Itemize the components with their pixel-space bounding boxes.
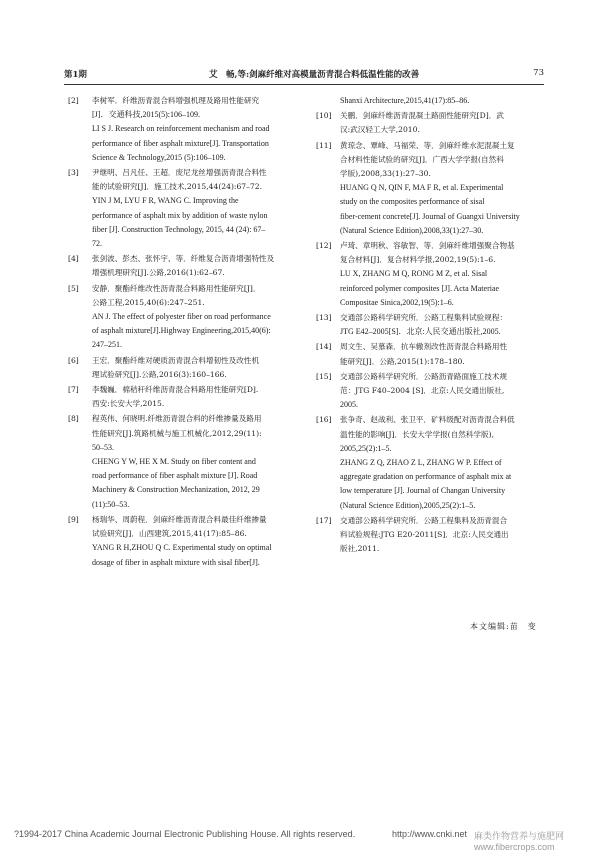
reference-line: HUANG Q N, QIN F, MA F R, et al. Experimental: [340, 183, 504, 193]
header-rule: [64, 84, 544, 85]
watermark: 麻类作物营养与施肥网 www.fibercrops.com: [474, 831, 565, 852]
reference-entry: [64, 383, 296, 411]
reference-line: 能研究[J]．公路,2015(1):178–180.: [340, 356, 465, 366]
reference-number: [5]: [68, 283, 79, 293]
reference-line: 张剑波、彭杰、张怀宇、等．纤维复合沥青增强特性及: [92, 254, 275, 264]
reference-line: 汉:武汉轻工大学,2010.: [340, 125, 420, 135]
reference-entry: [64, 282, 296, 353]
reference-number: [3]: [68, 168, 79, 178]
reference-line: study on the composites performance of sisal: [340, 197, 485, 207]
issue-label: 第1期: [64, 70, 87, 80]
reference-line: 周文生、吴慕森．抗车辙剂改性沥青混合料路用性: [340, 342, 508, 352]
reference-line: YANG R H,ZHOU Q C. Experimental study on optimal: [92, 543, 272, 553]
reference-entry: [312, 94, 544, 108]
reference-line: 版社,2011.: [340, 544, 380, 554]
page-number: 73: [533, 68, 544, 78]
reference-line: 张争奇、赵战利、张卫平．矿料级配对沥青混合料低: [340, 415, 515, 425]
reference-entry: [312, 311, 544, 339]
reference-line: reinforced polymer composites [J]. Acta Materiae: [340, 283, 500, 293]
reference-line: JTG E42–2005[S]．北京:人民交通出版社,2005.: [340, 327, 501, 337]
reference-line: LI S J. Research on reinforcement mechanism and road: [92, 124, 270, 134]
reference-line: 试验研究[J]．山西建筑,2015,41(17):85–86.: [92, 529, 247, 539]
reference-line: Machinery & Construction Mechanization, 2012, 29: [92, 485, 260, 495]
reference-number: [7]: [68, 385, 79, 395]
reference-line: 合材料性能试验的研究[J]．广西大学学报(自然科: [340, 154, 504, 164]
reference-line: 72.: [92, 239, 102, 249]
reference-line: 杨瑞华、周蔚程．剑麻纤维沥青混合料最佳纤维掺量: [92, 514, 267, 524]
reference-line: 程英伟、何晓明.纤维沥青混合料的纤维掺量及路用: [92, 414, 262, 424]
reference-line: 公路工程,2015,40(6):247–251.: [92, 297, 205, 307]
reference-number: [11]: [316, 140, 332, 150]
reference-number: [9]: [68, 514, 79, 524]
reference-line: (Natural Science Edition),2008,33(1):27–30.: [340, 225, 484, 235]
reference-line: 复合材料[J]．复合材料学报,2002,19(5):1–6.: [340, 255, 496, 265]
reference-entry: [312, 370, 544, 413]
reference-line: 王宏．聚酯纤维对硬质沥青混合料增韧性及改性机: [92, 355, 260, 365]
editor-credit: 本文编辑:苗 变: [470, 622, 537, 631]
copyright-notice: ?1994-2017 China Academic Journal Electronic Publishing House. All rights reserved.: [14, 829, 356, 839]
reference-line: 李魏巍．棉秸秆纤维沥青混合料路用性能研究[D].: [92, 385, 259, 395]
reference-line: 西安:长安大学,2015.: [92, 399, 165, 409]
reference-line: low temperature [J]. Journal of Changan University: [340, 486, 506, 496]
reference-line: CHENG Y W, HE X M. Study on fiber content and: [92, 457, 256, 467]
reference-line: 尹继明、吕凡任、王超．废尼龙丝增强沥青混合料性: [92, 168, 267, 178]
reference-line: performance of asphalt mix by addition of waste nylon: [92, 210, 268, 220]
reference-line: 料试验规程:JTG E20-2011[S]．北京:人民交通出: [340, 530, 509, 540]
reference-number: [16]: [316, 415, 332, 425]
reference-line: 卢琦、章明秋、容敏智、等．剑麻纤维增强聚合物基: [340, 241, 515, 251]
reference-line: 交通部公路科学研究所．公路工程集料试验规程：: [340, 313, 508, 323]
reference-line: aggregate gradation on performance of asphalt mix at: [340, 472, 512, 482]
reference-number: [15]: [316, 371, 332, 381]
reference-entry: [312, 340, 544, 368]
reference-line: 交通部公路科学研究所．公路工程集料及沥青混合: [340, 515, 508, 525]
reference-number: [12]: [316, 241, 332, 251]
reference-line: 2005,25(2):1–5.: [340, 443, 392, 453]
reference-line: 李树军．纤维沥青混合料增强机理及路用性能研究: [92, 96, 260, 105]
reference-line: 温性能的影响[J]．长安大学学报(自然科学版),: [340, 429, 494, 439]
reference-line: Science & Technology,2015 (5):106–109.: [92, 152, 226, 162]
reference-line: road performance of fiber asphalt mixture [J]. Road: [92, 471, 258, 481]
reference-entry: [312, 514, 544, 557]
reference-number: [2]: [68, 96, 79, 105]
references-left-column: [64, 94, 296, 571]
reference-line: 性能研究[J].筑路机械与施工机械化,2012,29(11):: [92, 428, 262, 438]
reference-line: of asphalt mixture[J].Highway Engineering,2015,40(6):: [92, 326, 271, 336]
cnki-link[interactable]: http://www.cnki.net: [392, 829, 468, 839]
running-title: 艾 畅,等:剑麻纤维对高模量沥青混合料低温性能的改善: [209, 70, 420, 80]
reference-line: 黄琼念、覃峰、马福荣、等．剑麻纤维水泥混凝土复: [340, 140, 515, 150]
reference-entry: [64, 513, 296, 570]
reference-line: ZHANG Z Q, ZHAO Z L, ZHANG W P. Effect of: [340, 458, 502, 468]
reference-number: [4]: [68, 254, 79, 264]
reference-line: 关鹏．剑麻纤维沥青混凝土路面性能研究[D]．武: [340, 111, 504, 121]
reference-line: 学版),2008,33(1):27–30.: [340, 169, 431, 179]
reference-line: 交通部公路科学研究所．公路沥青路面施工技术规: [340, 371, 508, 381]
reference-line: 50–53.: [92, 442, 114, 452]
reference-entry: [64, 354, 296, 382]
reference-number: [14]: [316, 342, 332, 352]
reference-line: 247–251.: [92, 340, 122, 350]
reference-line: fiber [J]. Construction Technology, 2015, 44 (24): 67–: [92, 224, 266, 234]
reference-number: [10]: [316, 111, 332, 121]
reference-entry: [312, 109, 544, 137]
reference-line: 理试验研究[J].公路,2016(3):160–166.: [92, 369, 227, 379]
reference-line: (11):50–53.: [92, 499, 130, 509]
reference-line: 安静．聚酯纤维改性沥青混合料路用性能研究[J]．: [92, 283, 261, 293]
reference-line: 2005.: [340, 400, 358, 410]
reference-entry: [312, 239, 544, 310]
reference-entry: [64, 252, 296, 280]
reference-entry: [64, 412, 296, 511]
reference-number: [6]: [68, 355, 79, 365]
reference-line: 增强机理研究[J].公路,2016(1):62–67.: [92, 268, 225, 278]
reference-line: 范：JTG F40–2004 [S]．北京:人民交通出版社,: [340, 386, 505, 396]
reference-line: performance of fiber asphalt mixture[J]. Transportation: [92, 138, 269, 148]
reference-line: Shanxi Architecture,2015,41(17):85–86.: [340, 96, 470, 105]
reference-number: [8]: [68, 414, 79, 424]
reference-line: 能的试验研究[J]．施工技术,2015,44(24):67–72.: [92, 182, 262, 192]
reference-line: dosage of fiber in asphalt mixture with sisal fiber[J].: [92, 557, 260, 567]
reference-entry: [312, 413, 544, 512]
reference-line: [J]．交通科技,2015(5):106–109.: [92, 110, 200, 120]
running-header: [64, 68, 544, 82]
reference-number: [13]: [316, 313, 332, 323]
reference-line: (Natural Science Edition),2005,25(2):1–5.: [340, 500, 476, 510]
reference-entry: [312, 139, 544, 238]
reference-line: AN J. The effect of polyester fiber on road performance: [92, 312, 271, 322]
reference-line: Compositae Sinica,2002,19(5):1–6.: [340, 297, 454, 307]
reference-number: [17]: [316, 515, 332, 525]
reference-entry: [64, 94, 296, 165]
references-right-column: [312, 94, 544, 558]
reference-line: fiber-cement concrete[J]. Journal of Guangxi University: [340, 211, 520, 221]
page-footer: [0, 829, 612, 852]
reference-entry: [64, 166, 296, 251]
reference-line: YIN J M, LYU F R, WANG C. Improving the: [92, 196, 239, 206]
reference-line: LU X, ZHANG M Q, RONG M Z, et al. Sisal: [340, 269, 488, 279]
